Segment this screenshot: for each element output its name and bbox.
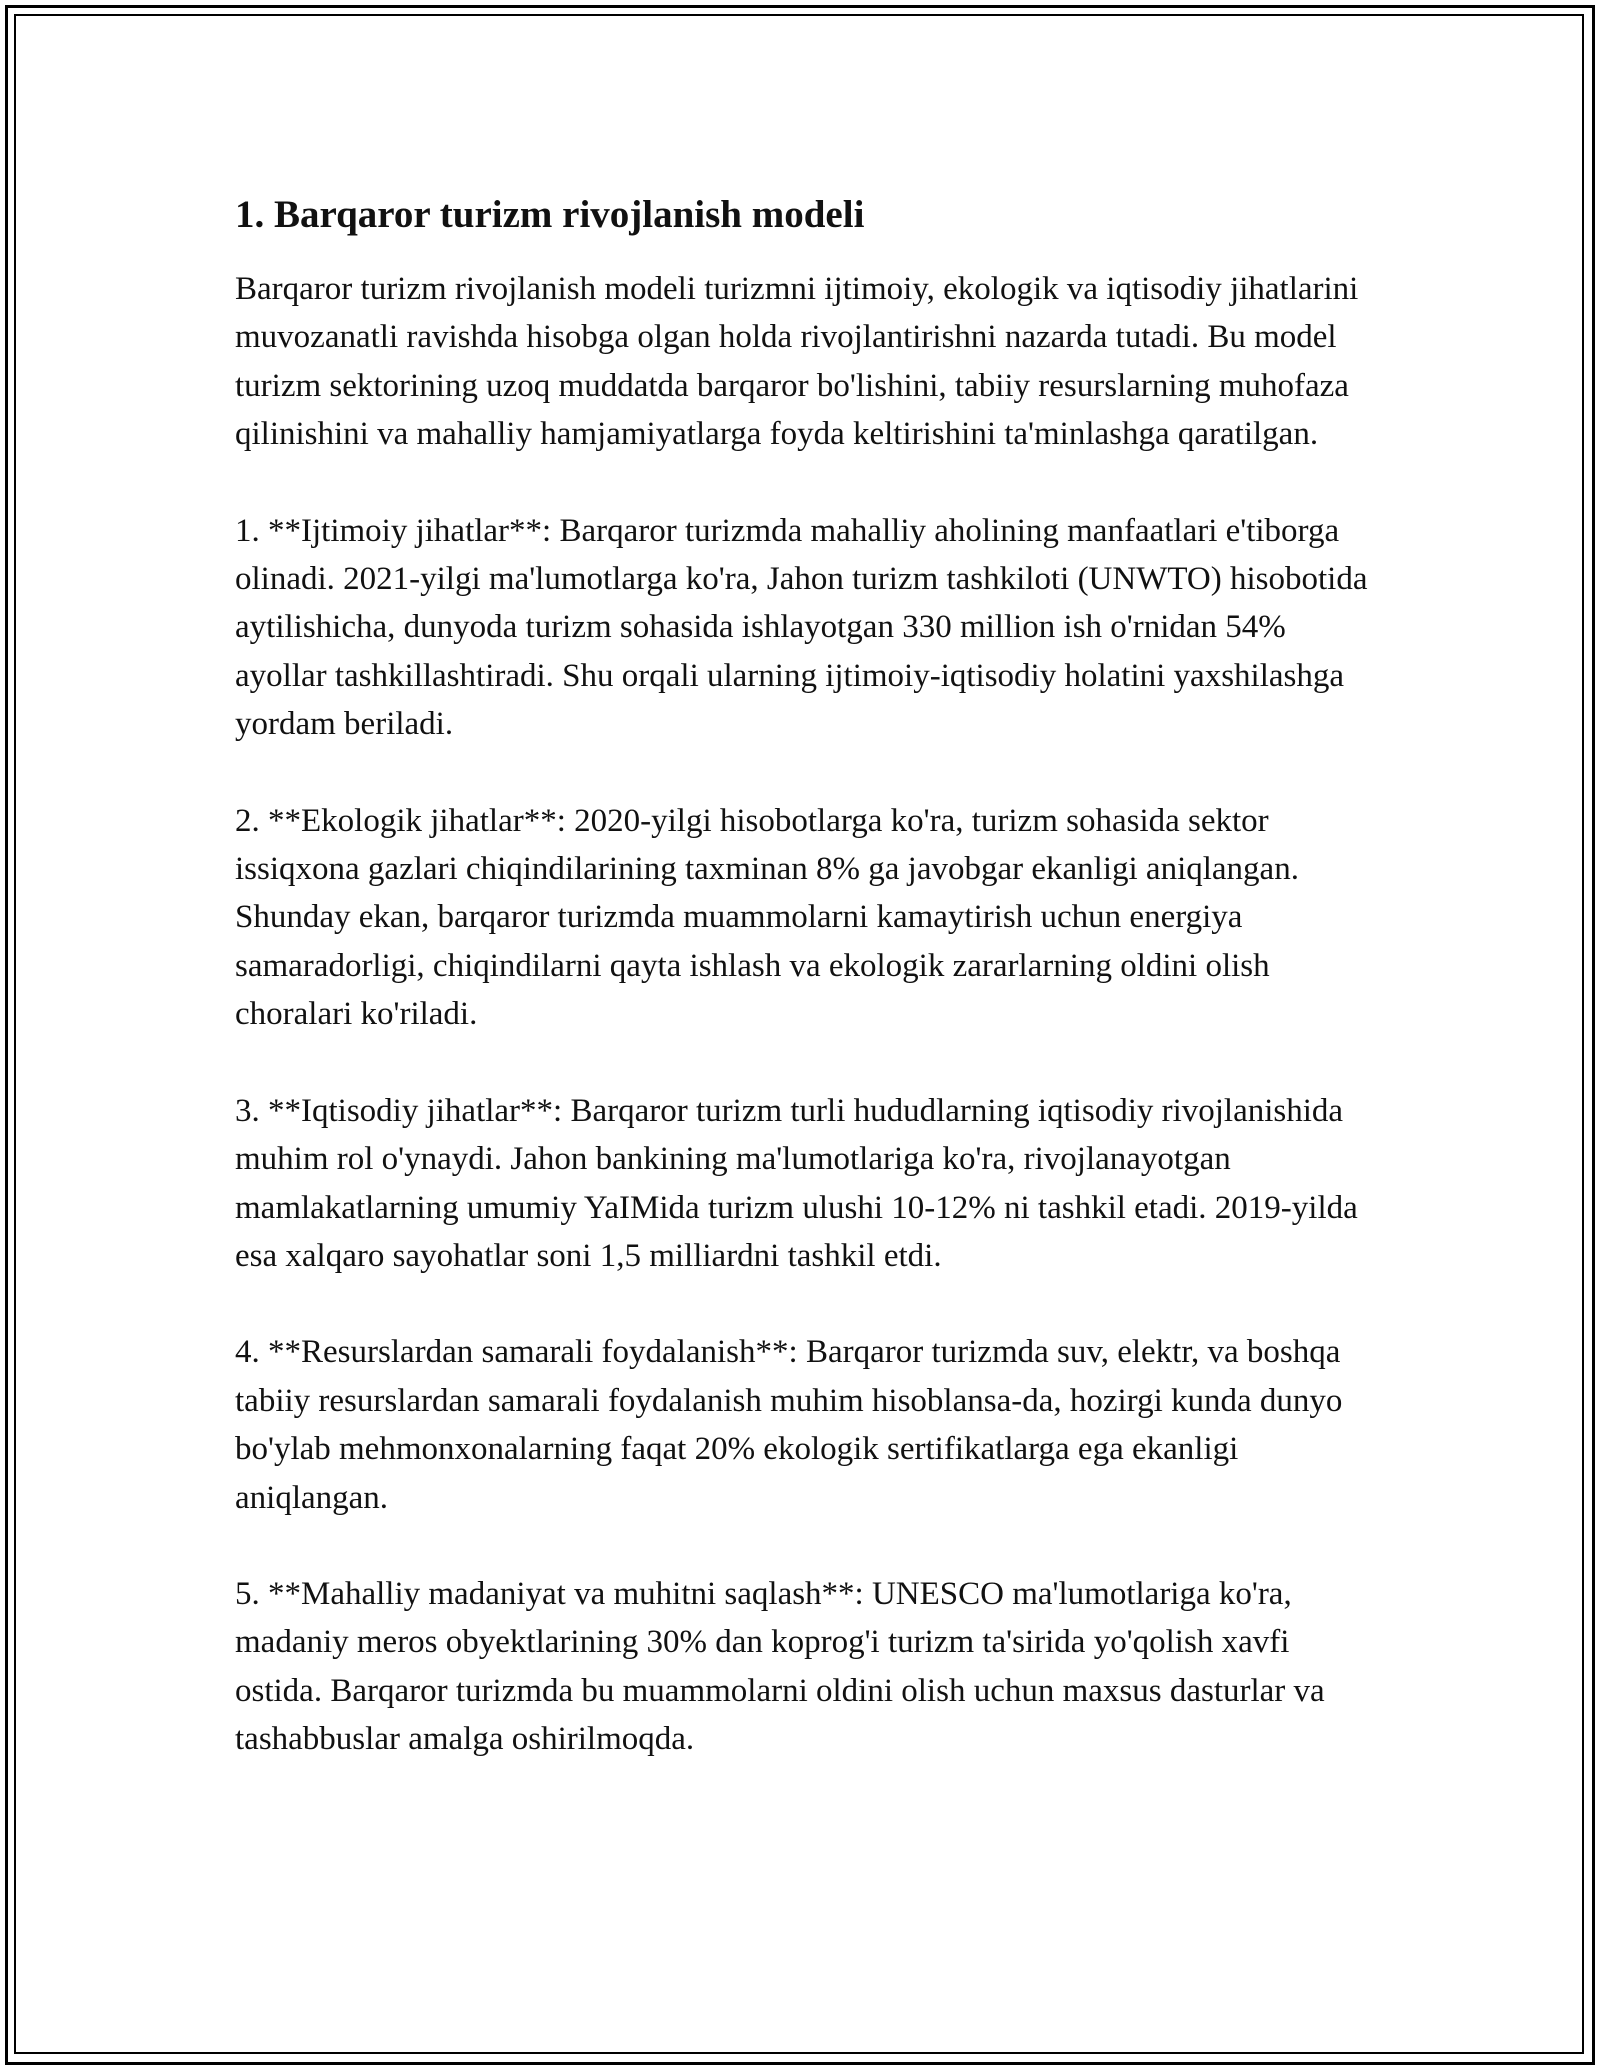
social-aspects-paragraph: 1. **Ijtimoiy jihatlar**: Barqaror turizmda mahalliy aholining manfaatlari e'tiborga olinadi. 2021-yilgi ma'lumotlarga ko'ra, Jahon turizm tashkiloti (UNWTO) hisobotida aytilishicha, dunyoda turizm sohasida ishlayotgan 330 million ish o'rnidan 54% ayollar tashkillashtiradi. Shu orqali ularning ijtimoiy-iqtisodiy holatini yaxshilashga yordam beriladi. <box>235 512 1368 743</box>
section-title: 1. Barqaror turizm rivojlanish modeli <box>235 193 865 236</box>
document-body <box>235 187 1370 1812</box>
resource-efficiency-paragraph: 4. **Resurslardan samarali foydalanish**: Barqaror turizmda suv, elektr, va boshqa tabiiy resurslardan samarali foydalanish muhim hisoblansa-da, hozirgi kunda dunyo bo'ylab mehmonxonalarning faqat 20% ekologik sertifikatlarga ega ekanligi aniqlangan. <box>235 1334 1343 1516</box>
culture-preservation-paragraph: 5. **Mahalliy madaniyat va muhitni saqlash**: UNESCO ma'lumotlariga ko'ra, madaniy meros obyektlarining 30% dan koprog'i turizm ta'sirida yo'qolish xavfi ostida. Barqaror turizmda bu muammolarni oldini olish uchun maxsus dasturlar va tashabbuslar amalga oshirilmoqda. <box>235 1575 1325 1758</box>
ecological-aspects-paragraph: 2. **Ekologik jihatlar**: 2020-yilgi hisobotlarga ko'ra, turizm sohasida sektor issiqxona gazlari chiqindilarining taxminan 8% ga javobgar ekanligi aniqlangan. Shunday ekan, barqaror turizmda muammolarni kamaytirish uchun energiya samaradorligi, chiqindilarni qayta ishlash va ekologik zararlarning oldini olish choralari ko'riladi. <box>235 802 1299 1033</box>
intro-paragraph: Barqaror turizm rivojlanish modeli turizmni ijtimoiy, ekologik va iqtisodiy jihatlarini muvozanatli ravishda hisobga olgan holda rivojlantirishni nazarda tutadi. Bu model turizm sektorining uzoq muddatda barqaror bo'lishini, tabiiy resurslarning muhofaza qilinishini va mahalliy hamjamiyatlarga foyda keltirishini ta'minlashga qaratilgan. <box>235 271 1359 453</box>
economic-aspects-paragraph: 3. **Iqtisodiy jihatlar**: Barqaror turizm turli hududlarning iqtisodiy rivojlanishida muhim rol o'ynaydi. Jahon bankining ma'lumotlariga ko'ra, rivojlanayotgan mamlakatlarning umumiy YaIMida turizm ulushi 10-12% ni tashkil etadi. 2019-yilda esa xalqaro sayohatlar soni 1,5 milliardni tashkil etdi. <box>235 1092 1358 1274</box>
